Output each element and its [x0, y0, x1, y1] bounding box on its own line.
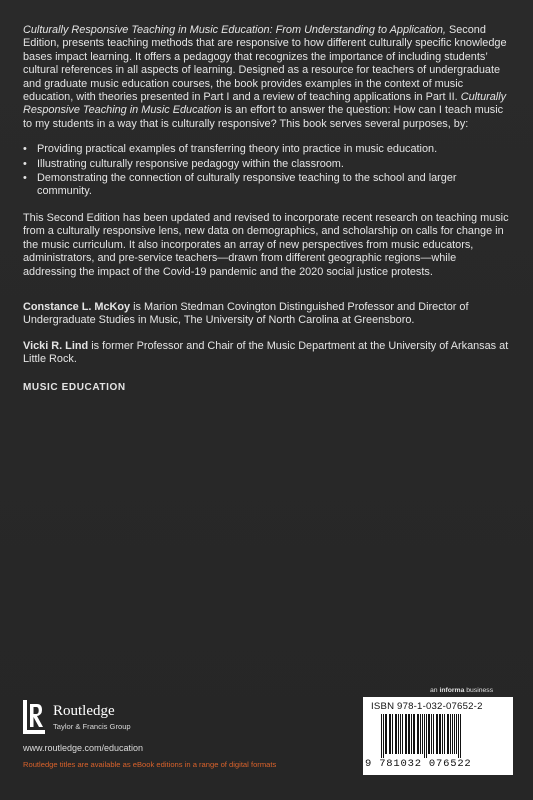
barcode-bar	[433, 714, 434, 754]
list-item-text: Demonstrating the connection of culturally responsive teaching to the school and larger community.	[37, 172, 457, 198]
list-item	[23, 143, 511, 156]
author-bio-text: is Marion Stedman Covington Distinguished Professor and Director of Undergraduate Studies in Music, The University of North Carolina at Greensboro.	[23, 300, 469, 327]
subject-category: MUSIC EDUCATION	[23, 381, 126, 393]
informa-brand: informa	[439, 687, 465, 694]
description-text-1: Second Edition, presents teaching methods that are responsive to how different culturally specific knowledge bases impact learning. It offers a pedagogy that recognizes the importance of including students’ cultural references in all aspects of learning. Designed as a resource for teachers of undergraduate and graduate music education courses, the book provides examples in the context of music education, with theories presented in Part I and a review of teaching applications in Part II.	[23, 24, 507, 104]
list-item-text: Providing practical examples of transferring theory into practice in music education.	[37, 143, 438, 156]
barcode-bar	[408, 714, 410, 754]
ebook-note: Routledge titles are available as eBook editions in a range of digital formats	[23, 760, 277, 769]
bullet-icon: •	[23, 157, 27, 170]
book-title-italic-2: Culturally Responsive Teaching in Music Education	[23, 91, 507, 117]
book-title-italic: Culturally Responsive Teaching in Music Education: From Understanding to Application,	[23, 24, 446, 36]
author-bio	[23, 301, 511, 328]
barcode-bar	[426, 714, 427, 758]
barcode-bar	[411, 714, 412, 754]
barcode-number: 9 781032 076522	[365, 758, 472, 770]
description-paragraph	[23, 24, 511, 131]
isbn-text: ISBN 978-1-032-07652-2	[371, 701, 483, 712]
second-edition-paragraph: This Second Edition has been updated and revised to incorporate recent research on teaching music from a culturally responsive lens, new data on demographics, and scholarship on calls for change in the music curriculum. It also incorporates an array of new perspectives from music educators, administrators, and pre-service teachers—drawn from different geographic regions—while addressing the impact of the Covid-19 pandemic and the 2020 social justice protests.	[23, 211, 509, 278]
list-item	[23, 158, 511, 171]
barcode-bar	[381, 714, 382, 758]
barcode-bar	[389, 714, 391, 754]
purposes-list	[23, 143, 511, 199]
author-name: Constance L. McKoy	[23, 300, 131, 313]
list-item	[23, 172, 511, 199]
routledge-r-logo-icon	[23, 700, 45, 734]
author-bio	[23, 340, 511, 367]
barcode-bar	[392, 714, 393, 754]
barcode-bar	[420, 714, 421, 754]
bullet-icon: •	[23, 172, 27, 185]
barcode-bar	[405, 714, 407, 754]
barcode-bar	[444, 714, 445, 754]
barcode-bar	[413, 714, 415, 754]
barcode-bar	[456, 714, 457, 754]
barcode-bar	[439, 714, 441, 754]
barcode-bar	[454, 714, 455, 754]
barcode-bar	[431, 714, 432, 754]
barcode-bar	[424, 714, 425, 758]
barcode-bar	[436, 714, 438, 754]
publisher-url: www.routledge.com/education	[23, 743, 144, 753]
barcode-bar	[383, 714, 384, 758]
informa-tagline: an informa business	[430, 687, 494, 694]
barcode-bar	[395, 714, 397, 754]
list-item-text: Illustrating culturally responsive pedagogy within the classroom.	[37, 157, 344, 170]
author-name: Vicki R. Lind	[23, 339, 89, 352]
description-text-2: is an effort to answer the question: How can I teach music to my students in a way that is culturally responsive? This book serves several purposes, by:	[23, 104, 504, 130]
barcode-box	[363, 697, 513, 775]
barcode-bar	[417, 714, 419, 754]
barcode-bar	[458, 714, 459, 758]
barcode-bar	[400, 714, 401, 754]
cover-text	[23, 24, 511, 394]
publisher-name: Routledge	[53, 703, 115, 719]
barcode-bar	[447, 714, 449, 754]
barcode-bar	[385, 714, 387, 754]
publisher-group: Taylor & Francis Group	[53, 722, 131, 731]
author-bio-text: is former Professor and Chair of the Music Department at the University of Arkansas at Little Rock.	[23, 339, 509, 366]
publisher-logo	[23, 700, 203, 736]
barcode-bar	[460, 714, 461, 758]
barcode-bar	[450, 714, 451, 754]
barcode-bar	[402, 714, 403, 754]
barcode-bar	[398, 714, 399, 754]
barcode-bar	[428, 714, 430, 754]
barcode-bar	[442, 714, 443, 754]
barcode-bar	[452, 714, 453, 754]
ean-13-barcode	[381, 714, 499, 758]
barcode-bar	[422, 714, 423, 754]
bullet-icon: •	[23, 143, 27, 156]
